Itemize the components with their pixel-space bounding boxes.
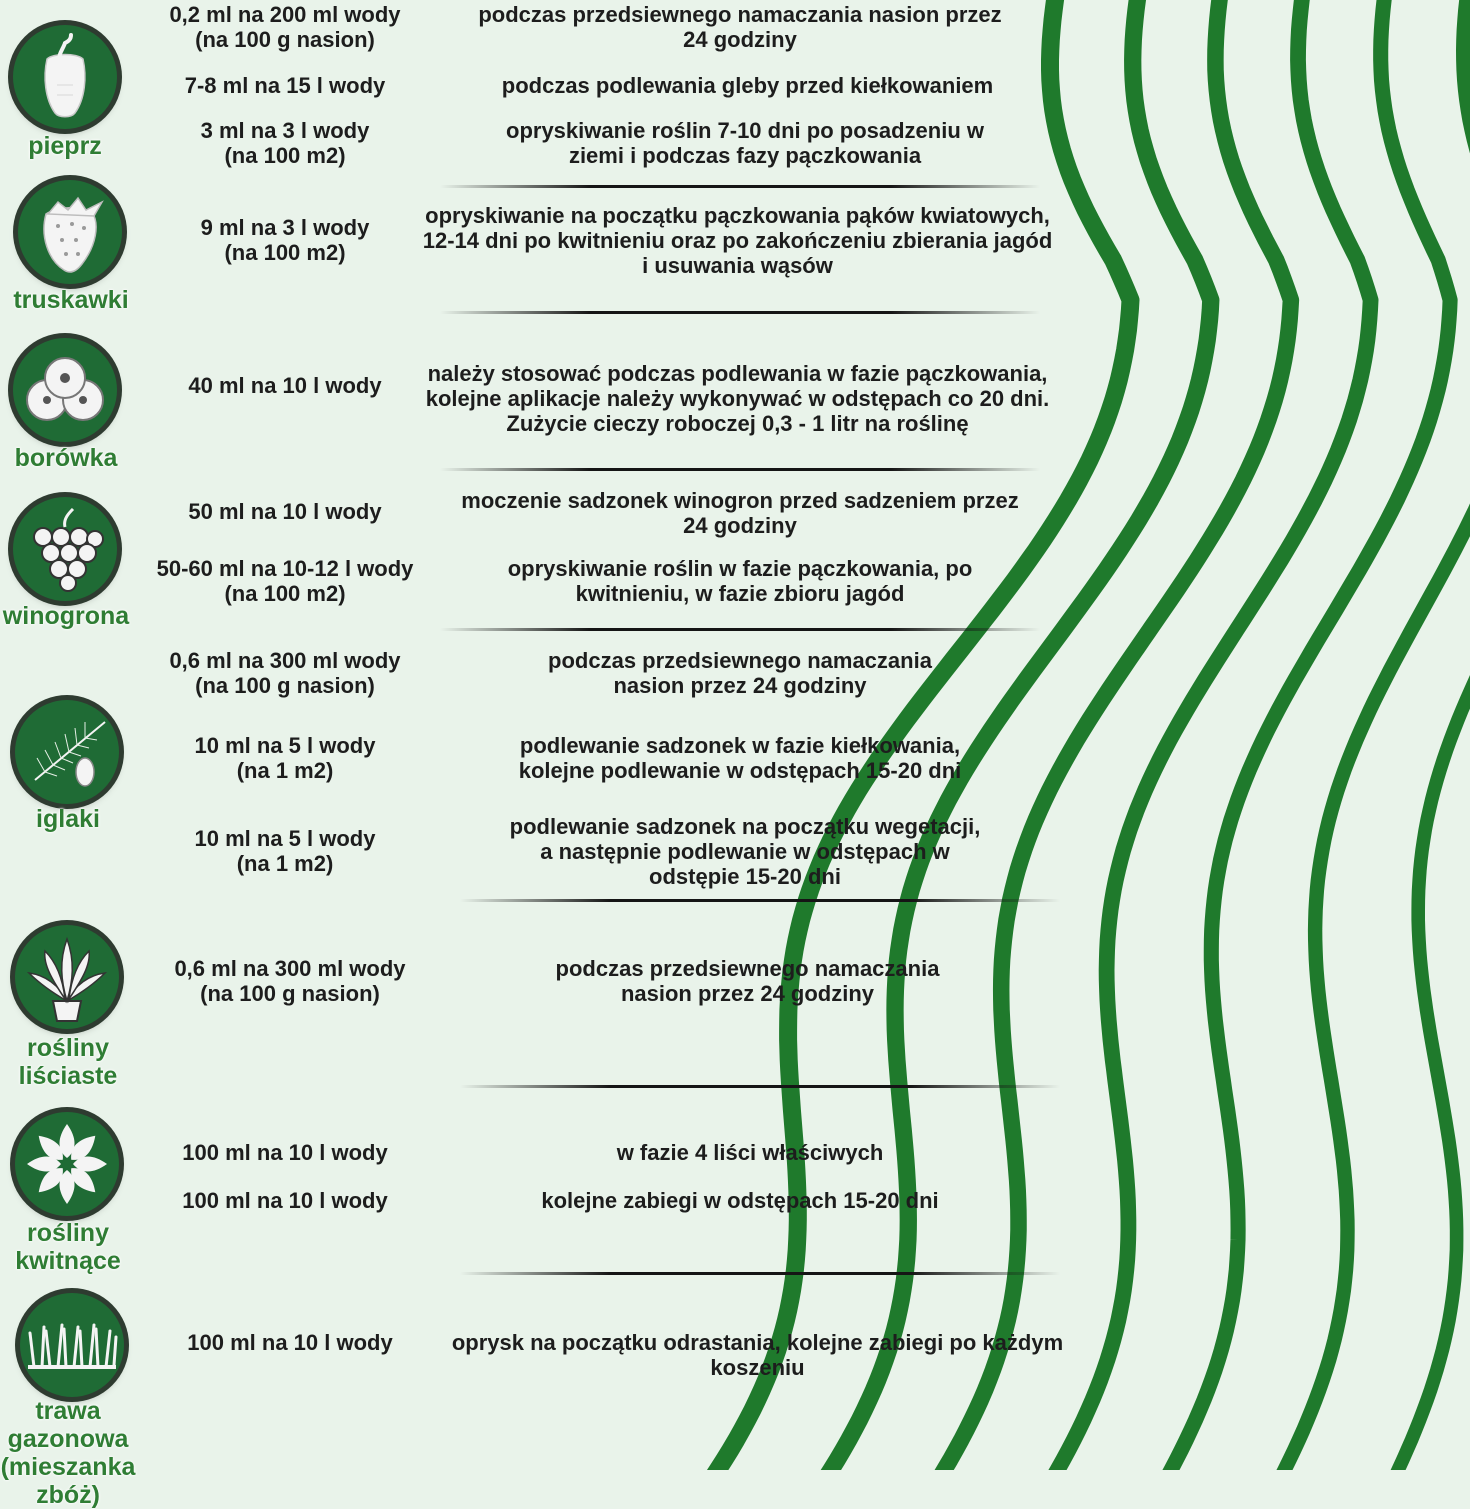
dose-text: 10 ml na 5 l wody (na 1 m2) [194,733,376,783]
dose-text: 50 ml na 10 l wody [188,499,382,524]
description-text: podczas przedsiewnego namaczania nasion przez 24 godziny [548,648,932,698]
wave-stripe [1389,0,1470,1470]
pepper-icon [13,25,117,129]
dose-text: 3 ml na 3 l wody (na 100 m2) [200,118,370,168]
row-separator [440,468,1040,471]
description-text: opryskiwanie roślin 7-10 dni po posadzeniu w ziemi i podczas fazy pączkowania [506,118,984,168]
dose-text: 40 ml na 10 l wody [188,373,382,398]
plant-name: trawa gazonowa (mieszanka zbóż) [0,1397,136,1509]
description-text: w fazie 4 liści właściwych [616,1140,884,1165]
description-text: podczas przedsiewnego namaczania nasion przez 24 godziny [555,956,940,1006]
row-separator [440,311,1040,314]
description-text: podlewanie sadzonek w fazie kiełkowania, kolejne podlewanie w odstępach 15-20 dni [518,733,962,783]
grapes-icon [13,497,117,601]
dose-text: 100 ml na 10 l wody [187,1330,393,1355]
plant-name: winogrona [2,602,130,630]
dose-text: 9 ml na 3 l wody (na 100 m2) [200,215,370,265]
flower-icon [15,1112,119,1216]
description-text: należy stosować podczas podlewania w fazie pączkowania, kolejne aplikacje należy wykonywać w odstępach co 20 dni. Zużycie cieczy roboczej 0,3 - 1 litr na roślinę [425,361,1050,436]
potted-plant-icon [15,925,119,1029]
strawberry-icon [18,180,122,284]
description-text: kolejne zabiegi w odstępach 15-20 dni [541,1188,939,1213]
grass-icon [20,1293,124,1397]
wave-stripe [1160,0,1450,1470]
dose-text: 100 ml na 10 l wody [182,1188,388,1213]
conifer-branch-icon [15,700,119,804]
description-text: opryskiwanie na początku pączkowania pąków kwiatowych, 12-14 dni po kwitnieniu oraz po zakończeniu zbierania jagód i usuwania wąsów [422,203,1053,278]
dose-text: 50-60 ml na 10-12 l wody (na 100 m2) [156,556,414,606]
dose-text: 0,6 ml na 300 ml wody (na 100 g nasion) [174,956,406,1006]
description-text: podczas przedsiewnego namaczania nasion przez 24 godziny [478,2,1002,52]
wave-stripe [1274,0,1470,1470]
row-separator [460,1272,1060,1275]
dose-text: 100 ml na 10 l wody [182,1140,388,1165]
plant-name: rośliny liściaste [18,1034,118,1090]
plant-name: iglaki [36,805,100,833]
plant-name: rośliny kwitnące [15,1219,121,1275]
description-text: moczenie sadzonek winogron przed sadzeniem przez 24 godziny [461,488,1019,538]
description-text: opryskiwanie roślin w fazie pączkowania, po kwitnieniu, w fazie zbioru jagód [507,556,973,606]
description-text: oprysk na początku odrastania, kolejne zabiegi po każdym koszeniu [451,1330,1064,1380]
plant-name: truskawki [13,286,129,314]
description-text: podlewanie sadzonek na początku wegetacji, a następnie podlewanie w odstępach w odstępie 15-20 dni [509,814,981,889]
row-separator [460,1085,1060,1088]
dose-text: 7-8 ml na 15 l wody [184,73,386,98]
row-separator [440,628,1040,631]
row-separator [440,185,1040,188]
dose-text: 0,2 ml na 200 ml wody (na 100 g nasion) [169,2,401,52]
plant-name: borówka [14,444,118,472]
dose-text: 10 ml na 5 l wody (na 1 m2) [194,826,376,876]
description-text: podczas podlewania gleby przed kiełkowaniem [501,73,994,98]
plant-name: pieprz [28,132,102,160]
dose-text: 0,6 ml na 300 ml wody (na 100 g nasion) [169,648,401,698]
blueberry-icon [13,338,117,442]
row-separator [460,899,1060,902]
